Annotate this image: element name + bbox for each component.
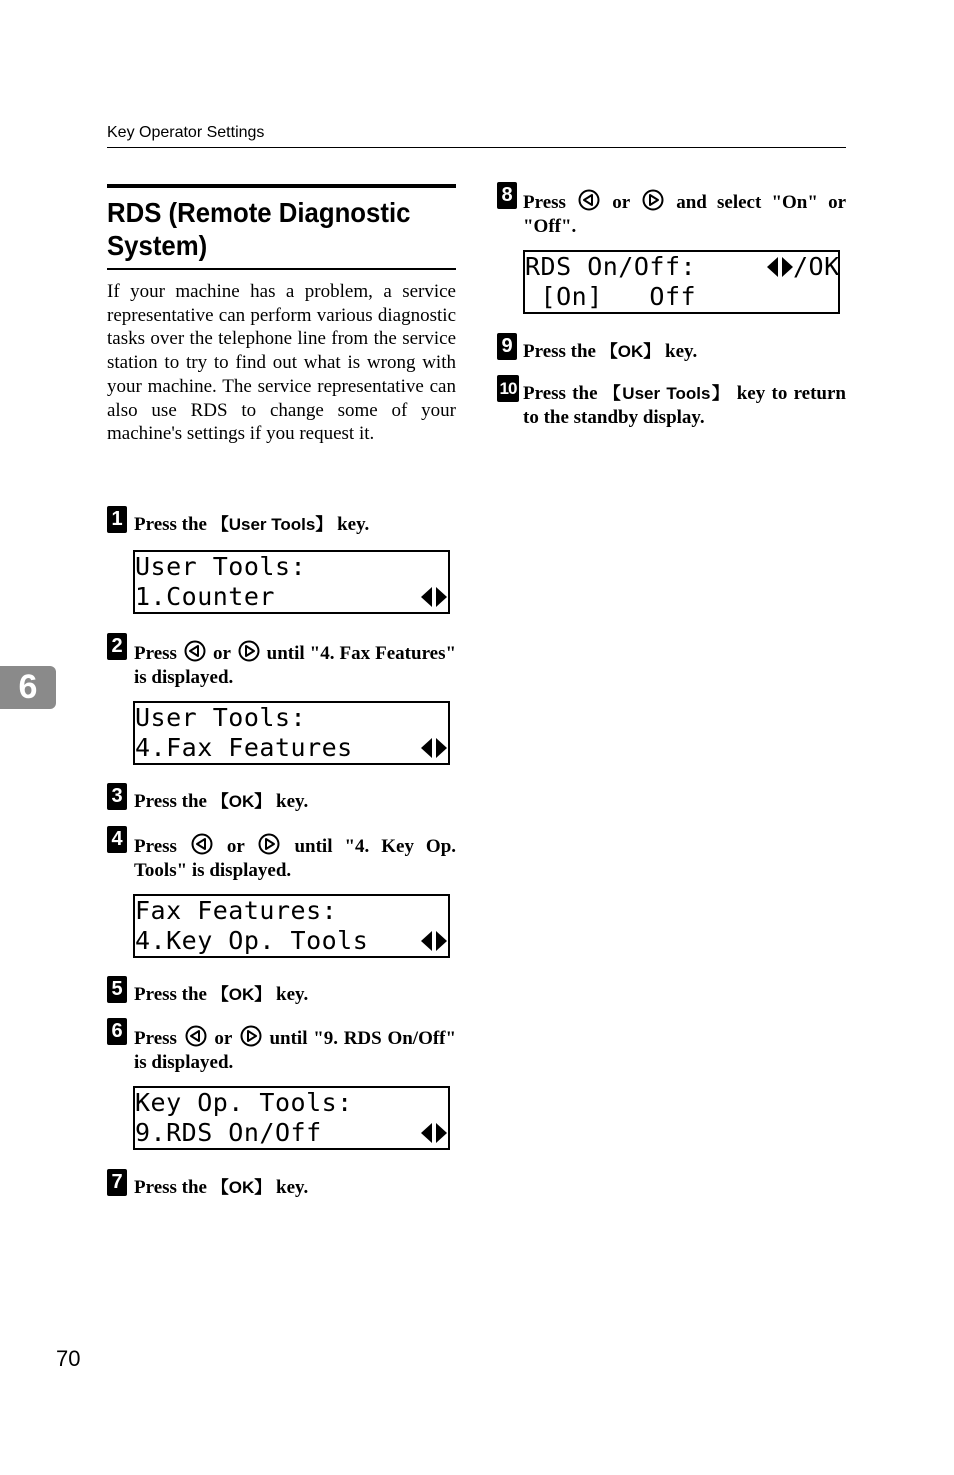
ok-key-label: 【OK】 xyxy=(211,985,272,1004)
page-number: 70 xyxy=(56,1346,81,1371)
step-text: or xyxy=(212,643,231,664)
section-title: RDS (Remote Diagnostic System) xyxy=(107,197,411,261)
step-text: or xyxy=(612,192,630,213)
step-text: and select "On" or "Off". xyxy=(523,192,847,237)
lcd-display xyxy=(133,550,450,614)
step-number-badge: 8 xyxy=(497,182,517,209)
step-text: key to return to the standby display. xyxy=(523,383,846,428)
ok-key-label: 【OK】 xyxy=(211,1178,272,1197)
lcd-line-2: 4.Fax Features xyxy=(135,733,353,762)
step-text: or xyxy=(214,1028,232,1049)
step-number-badge: 10 xyxy=(497,375,519,402)
left-right-arrows-icon xyxy=(421,586,447,608)
step-number-badge: 6 xyxy=(107,1018,127,1045)
user-tools-key-label: 【User Tools】 xyxy=(603,384,731,403)
step-text: Press the xyxy=(134,791,212,812)
left-arrow-circle-icon xyxy=(578,189,600,211)
lcd-line-1: RDS On/Off: xyxy=(525,252,697,281)
step-2-instruction xyxy=(134,640,456,690)
step-text: Press xyxy=(134,1028,177,1049)
left-arrow-circle-icon xyxy=(184,640,206,662)
step-5-instruction xyxy=(134,983,456,1007)
step-text: until "4. Fax Features" is displayed. xyxy=(134,643,457,688)
right-arrow-circle-icon xyxy=(258,833,280,855)
step-number-badge: 9 xyxy=(497,333,517,360)
left-right-arrows-icon xyxy=(421,737,447,759)
lcd-ok-indicator: /OK xyxy=(793,252,840,281)
left-right-arrows-icon xyxy=(421,1122,447,1144)
step-4-instruction xyxy=(134,833,456,883)
lcd-line-1: Key Op. Tools: xyxy=(135,1088,353,1117)
step-text: key. xyxy=(271,984,309,1005)
step-10-instruction xyxy=(523,382,846,430)
step-text: Press xyxy=(134,836,177,857)
running-header: Key Operator Settings xyxy=(107,124,265,141)
lcd-line-2: [On] Off xyxy=(525,282,697,311)
title-top-rule xyxy=(107,184,456,188)
step-number-badge: 7 xyxy=(107,1169,127,1196)
chapter-tab: 6 xyxy=(0,666,56,709)
step-number-badge: 2 xyxy=(107,633,127,660)
step-text: key. xyxy=(660,341,698,362)
lcd-display xyxy=(523,250,840,314)
left-arrow-circle-icon xyxy=(185,1025,207,1047)
step-text: Press xyxy=(134,643,177,664)
right-arrow-circle-icon xyxy=(240,1025,262,1047)
lcd-line-1: Fax Features: xyxy=(135,896,338,925)
lcd-line-2: 4.Key Op. Tools xyxy=(135,926,369,955)
step-text: Press the xyxy=(523,383,604,404)
lcd-line-2: 1.Counter xyxy=(135,582,275,611)
right-arrow-circle-icon xyxy=(642,189,664,211)
step-text: until "9. RDS On/Off" is displayed. xyxy=(134,1028,457,1073)
step-text: Press the xyxy=(134,984,212,1005)
lcd-line-1: User Tools: xyxy=(135,552,307,581)
step-text: Press the xyxy=(134,1177,212,1198)
left-right-arrows-icon xyxy=(767,256,793,278)
step-text: until "4. Key Op. Tools" is displayed. xyxy=(134,836,457,881)
step-text: or xyxy=(226,836,245,857)
title-bottom-rule xyxy=(107,268,456,270)
step-number-badge: 4 xyxy=(107,826,127,853)
lcd-display xyxy=(133,1086,450,1150)
step-text: Press xyxy=(523,192,566,213)
step-number-badge: 5 xyxy=(107,976,127,1003)
step-text: key. xyxy=(332,514,370,535)
step-6-instruction xyxy=(134,1025,456,1075)
step-text: key. xyxy=(271,791,309,812)
step-3-instruction xyxy=(134,790,456,814)
step-text: Press the xyxy=(134,514,212,535)
right-arrow-circle-icon xyxy=(238,640,260,662)
lcd-line-1: User Tools: xyxy=(135,703,307,732)
step-text: key. xyxy=(271,1177,309,1198)
step-1-instruction xyxy=(134,513,456,537)
step-7-instruction xyxy=(134,1176,456,1200)
user-tools-key-label: 【User Tools】 xyxy=(211,515,333,534)
step-8-instruction xyxy=(523,189,846,239)
step-9-instruction xyxy=(523,340,846,364)
step-number-badge: 1 xyxy=(107,506,127,533)
ok-key-label: 【OK】 xyxy=(211,792,272,811)
step-text: Press the xyxy=(523,341,601,362)
lcd-display xyxy=(133,701,450,765)
step-number-badge: 3 xyxy=(107,783,127,810)
intro-paragraph: If your machine has a problem, a service representative can perform various diagnostic tasks over the telephone line from the service station to try to find out what is wrong with your machine. The service representative can also use RDS to change some of your machine's settings if you request it. xyxy=(107,281,456,445)
lcd-display xyxy=(133,894,450,958)
header-rule xyxy=(107,147,846,148)
lcd-line-2: 9.RDS On/Off xyxy=(135,1118,322,1147)
left-arrow-circle-icon xyxy=(191,833,213,855)
left-right-arrows-icon xyxy=(421,930,447,952)
ok-key-label: 【OK】 xyxy=(600,342,661,361)
